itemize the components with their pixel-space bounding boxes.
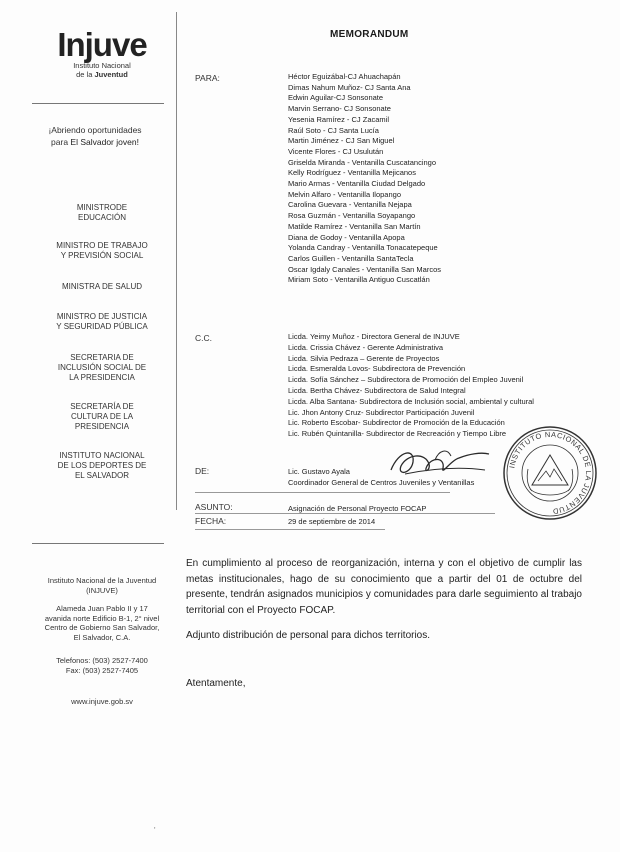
ministry-line: Y SEGURIDAD PÚBLICA — [56, 322, 148, 331]
ministry-line: SECRETARÍA DE — [70, 402, 134, 411]
contact-address: Alameda Juan Pablo II y 17 avanida norte Edificio B-1, 2° nivel Centro de Gobierno San Salvador, El Salvador, C.A. — [44, 604, 160, 642]
ministry-block — [28, 282, 176, 292]
contact-org: Instituto Nacional de la Juventud (INJUVE) — [47, 576, 157, 595]
ministry-line: SECRETARIA DE — [70, 353, 134, 362]
cc-recipient: Lic. Rubén Quintanilla- Subdirector de Recreación y Tiempo Libre — [288, 429, 507, 439]
ministry-block — [28, 241, 176, 261]
institution-seal — [502, 425, 598, 521]
injuve-logo — [28, 28, 176, 79]
ministry-line: MINISTRODE — [76, 203, 128, 212]
ministry-block — [28, 451, 176, 481]
para-recipient: Diana de Godoy - Ventanilla Apopa — [288, 232, 405, 242]
fecha-value: 29 de septiembre de 2014 — [288, 517, 376, 526]
fecha-label: FECHA: — [195, 516, 227, 526]
cc-label: C.C. — [195, 333, 212, 343]
cc-recipient: Licda. Sofía Sánchez – Subdirectora de Promoción del Empleo Juvenil — [288, 375, 524, 385]
cc-recipients — [288, 332, 534, 440]
ministry-line: Y PREVISIÓN SOCIAL — [60, 251, 144, 260]
asunto-value: Asignación de Personal Proyecto FOCAP — [288, 504, 427, 513]
ministry-line: MINISTRA DE SALUD — [61, 282, 142, 291]
memo-closing: Atentamente, — [186, 678, 246, 689]
logo-line-1: Instituto Nacional — [73, 61, 131, 70]
para-recipient: Kelly Rodríguez - Ventanilla Mejicanos — [288, 168, 416, 178]
logo-line-2: de la Juventud — [76, 69, 128, 79]
para-recipient: Rosa Guzmán - Ventanilla Soyapango — [288, 211, 416, 221]
para-label: PARA: — [195, 73, 220, 83]
para-recipients — [288, 72, 441, 286]
para-recipient: Vicente Flores - CJ Usulután — [288, 146, 384, 156]
ministry-block — [28, 402, 176, 432]
de-label: DE: — [195, 466, 210, 476]
para-recipient: Dimas Nahum Muñoz- CJ Santa Ana — [288, 82, 411, 92]
cc-recipient: Licda. Silvia Pedraza – Gerente de Proyectos — [288, 353, 440, 363]
para-recipient: Edwin Aguilar-CJ Sonsonate — [288, 93, 384, 103]
para-recipient: Héctor Eguizábal-CJ Ahuachapán — [288, 72, 401, 81]
para-recipient: Miriam Soto - Ventanilla Antiguo Cuscatlán — [288, 275, 430, 285]
ministry-line: EDUCACIÓN — [77, 213, 126, 222]
ministry-line: INSTITUTO NACIONAL — [59, 451, 145, 460]
para-recipient: Yolanda Candray - Ventanilla Tonacatepeque — [288, 243, 438, 253]
para-recipient: Griselda Miranda - Ventanilla Cuscatancingo — [288, 157, 436, 167]
cc-recipient: Licda. Yeimy Muñoz - Directora General de INJUVE — [288, 332, 460, 341]
page-mark: ' — [154, 826, 156, 835]
asunto-label: ASUNTO: — [195, 502, 233, 512]
asunto-rule — [195, 513, 495, 514]
ministry-line: MINISTRO DE JUSTICIA — [56, 312, 148, 321]
de-rule — [195, 492, 450, 493]
cc-recipient: Licda. Alba Santana- Subdirectora de Inclusión social, ambiental y cultural — [288, 396, 534, 406]
para-recipient: Melvin Alfaro - Ventanilla Ilopango — [288, 189, 401, 199]
para-recipient: Marvin Serrano- CJ Sonsonate — [288, 104, 391, 114]
ministry-line: LA PRESIDENCIA — [69, 373, 135, 382]
memo-title: MEMORANDUM — [330, 29, 409, 40]
ministry-line: INCLUSIÓN SOCIAL DE — [57, 363, 147, 372]
para-recipient: Raúl Soto - CJ Santa Lucía — [288, 125, 379, 135]
para-recipient: Carolina Guevara - Ventanilla Nejapa — [288, 200, 412, 210]
para-recipient: Matilde Ramírez - Ventanilla San Martín — [288, 221, 421, 231]
cc-recipient: Licda. Crissia Chávez - Gerente Administrativa — [288, 342, 444, 352]
logo-wordmark: Injuve — [57, 26, 147, 63]
para-recipient: Mario Armas - Ventanilla Ciudad Delgado — [288, 179, 426, 189]
slogan: ¡Abriendo oportunidades para El Salvador joven! — [48, 125, 142, 147]
signature-scribble — [385, 440, 495, 484]
cc-recipient: Lic. Roberto Escobar- Subdirector de Promoción de la Educación — [288, 418, 505, 428]
para-recipient: Carlos Guillen - Ventanilla SantaTecla — [288, 253, 414, 263]
ministry-block — [28, 203, 176, 223]
svg-text:INSTITUTO NACIONAL DE LA JUVEN: INSTITUTO NACIONAL DE LA JUVENTUD — [507, 429, 594, 517]
ministry-line: CULTURA DE LA — [70, 412, 134, 421]
ministry-line: PRESIDENCIA — [74, 422, 130, 431]
cc-recipient: Licda. Esmeralda Lovos- Subdirectora de Prevención — [288, 364, 466, 374]
cc-recipient: Lic. Jhon Antony Cruz- Subdirector Participación Juvenil — [288, 407, 475, 417]
vertical-divider — [176, 12, 177, 510]
de-name: Lic. Gustavo Ayala — [288, 467, 350, 476]
cc-recipient: Licda. Bertha Chávez- Subdirectora de Salud Integral — [288, 385, 466, 395]
sidebar-divider-bottom — [32, 543, 164, 544]
ministry-line: DE LOS DEPORTES DE — [57, 461, 147, 470]
para-recipient: Yesenia Ramírez - CJ Zacamil — [288, 114, 390, 124]
fecha-rule — [195, 529, 385, 530]
ministry-line: MINISTRO DE TRABAJO — [56, 241, 148, 250]
contact-website: www.injuve.gob.sv — [71, 697, 133, 706]
memo-body: En cumplimiento al proceso de reorganización, interna y con el objetivo de cumplir las metas institucionales, hago de su conocimiento que a partir del 01 de octubre del presente, tendrán asignados municipios y comunidades para darle seguimiento al trabajo territorial con el Proyecto FOCAP. — [186, 558, 582, 616]
ministry-block — [28, 312, 176, 332]
ministry-block — [28, 353, 176, 383]
memo-attachment-note: Adjunto distribución de personal para dichos territorios. — [186, 630, 431, 641]
para-recipient: Oscar Igdaly Canales - Ventanilla San Marcos — [288, 264, 441, 274]
ministry-line: EL SALVADOR — [74, 471, 130, 480]
de-title: Coordinador General de Centros Juveniles y Ventanillas — [288, 478, 475, 487]
sidebar-divider-top — [32, 103, 164, 104]
para-recipient: Martin Jiménez - CJ San Miguel — [288, 136, 395, 146]
contact-phones: Telefonos: (503) 2527-7400 Fax: (503) 2527-7405 — [56, 656, 148, 675]
